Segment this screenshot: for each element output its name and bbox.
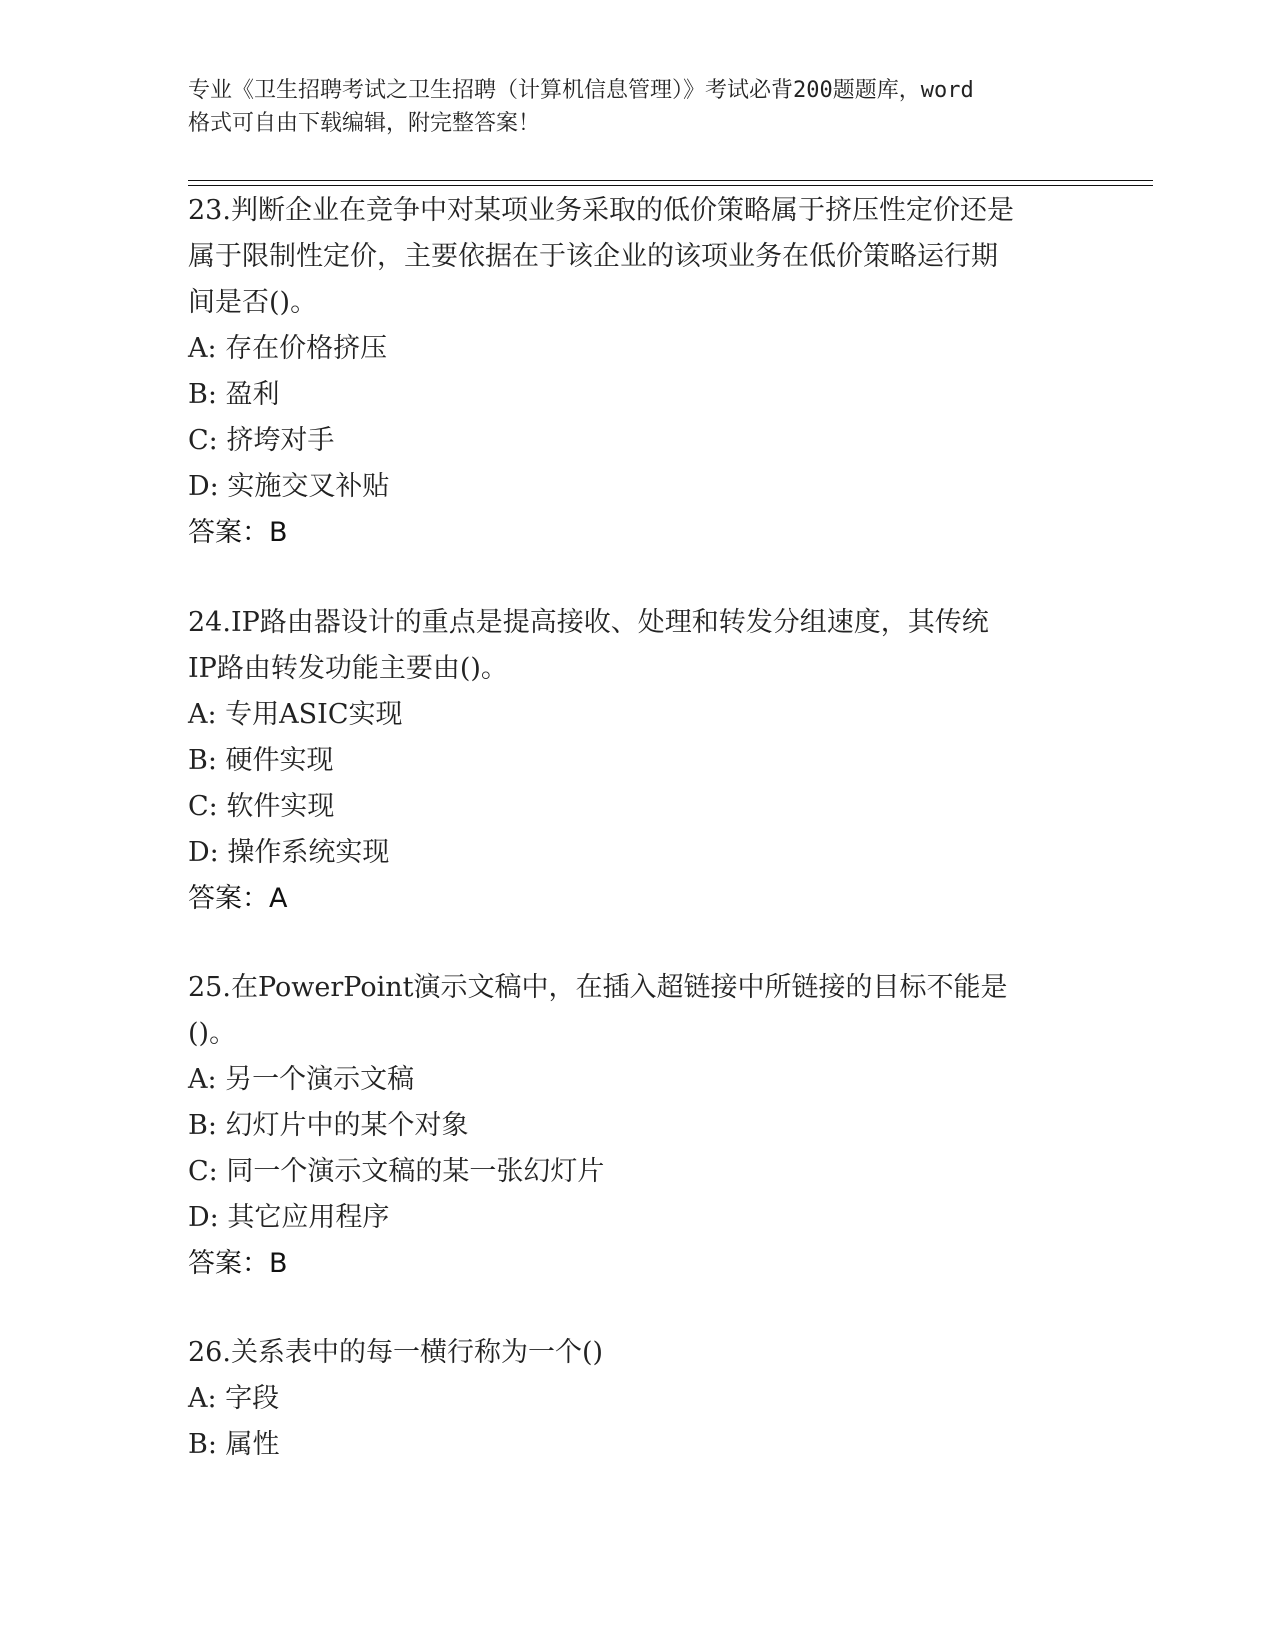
option-b: B: 属性 [188,1429,280,1460]
document-header [188,74,1088,140]
stem-line: 26.关系表中的每一横行称为一个() [188,1337,604,1368]
option-d: D: 其它应用程序 [188,1202,390,1233]
stem-line: 间是否()。 [188,287,318,318]
option-a: A: 专用ASIC实现 [188,699,403,730]
question-stem [188,1330,1088,1376]
option-b: B: 幻灯片中的某个对象 [188,1110,469,1141]
stem-line: 24.IP路由器设计的重点是提高接收、处理和转发分组速度，其传统 [188,607,989,638]
stem-line: 属于限制性定价，主要依据在于该企业的该项业务在低价策略运行期 [188,241,998,272]
option-a: A: 字段 [188,1383,280,1414]
stem-line: 25.在PowerPoint演示文稿中，在插入超链接中所链接的目标不能是 [188,972,1008,1003]
question-25 [188,965,1088,1287]
option-d: D: 操作系统实现 [188,837,390,868]
answer: 答案：B [188,1248,288,1279]
answer: 答案：B [188,517,288,548]
option-c: C: 软件实现 [188,791,335,822]
option-d: D: 实施交叉补贴 [188,471,390,502]
option-a: A: 存在价格挤压 [188,333,388,364]
stem-line: 23.判断企业在竞争中对某项业务采取的低价策略属于挤压性定价还是 [188,195,1014,226]
header-divider-top [188,180,1153,181]
option-c: C: 同一个演示文稿的某一张幻灯片 [188,1156,605,1187]
stem-line: ()。 [188,1018,237,1049]
option-b: B: 硬件实现 [188,745,334,776]
option-a: A: 另一个演示文稿 [188,1064,415,1095]
answer: 答案：A [188,883,288,914]
question-stem [188,600,1088,692]
question-24 [188,600,1088,922]
question-23 [188,188,1088,556]
question-stem [188,965,1088,1057]
option-c: C: 挤垮对手 [188,425,335,456]
stem-line: IP路由转发功能主要由()。 [188,653,508,684]
header-line-1: 专业《卫生招聘考试之卫生招聘（计算机信息管理）》考试必背200题题库，word [188,78,974,103]
header-divider-bottom [188,185,1153,186]
question-26 [188,1330,1088,1468]
header-line-2: 格式可自由下载编辑，附完整答案！ [188,111,541,136]
question-stem [188,188,1088,326]
option-b: B: 盈利 [188,379,280,410]
